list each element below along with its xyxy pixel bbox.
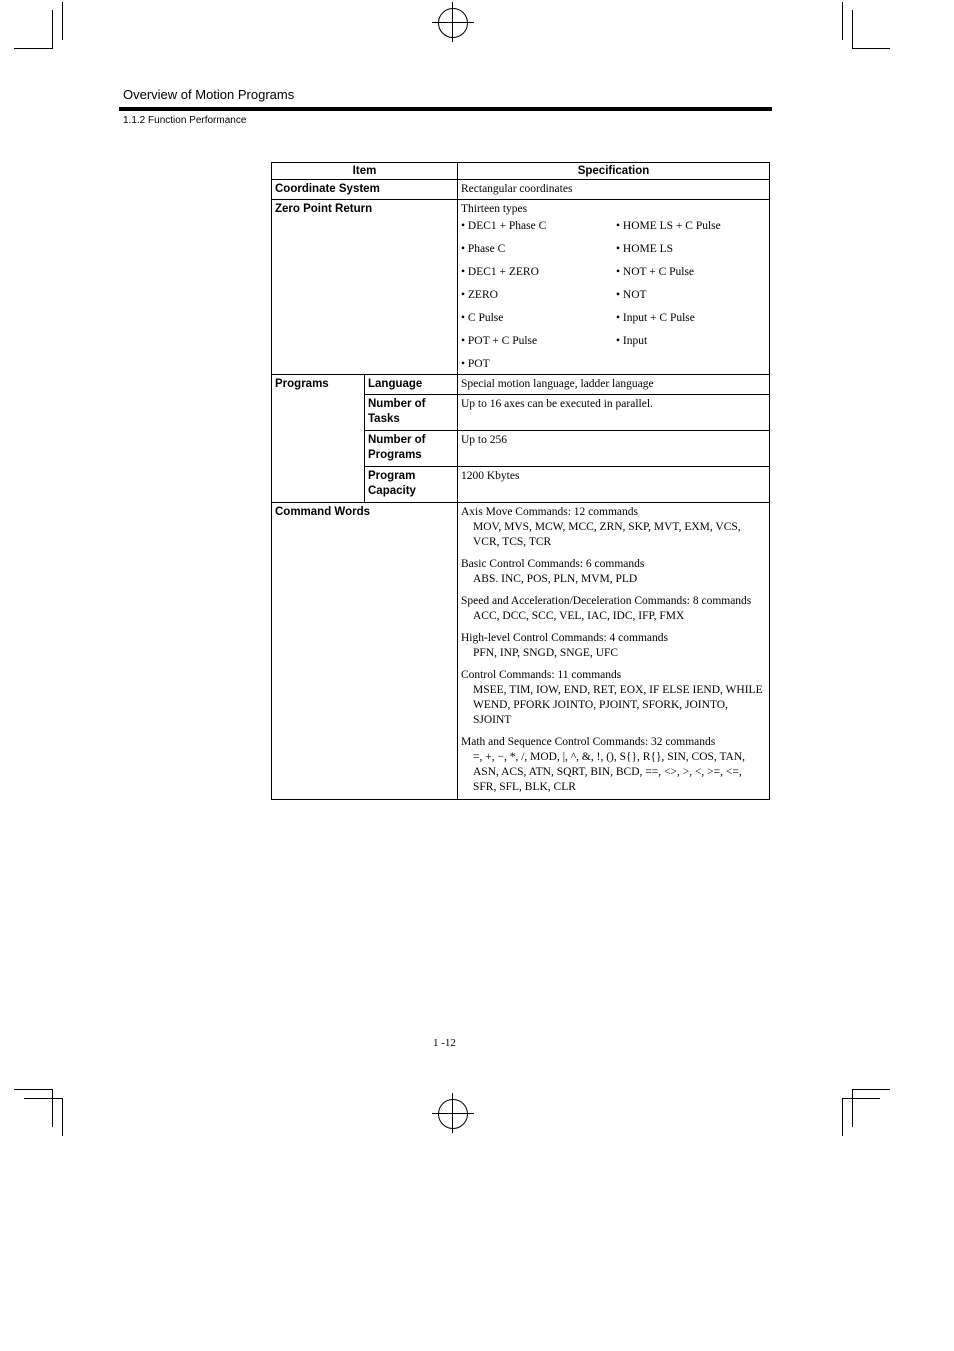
number-of-programs-label: Number of Programs — [365, 431, 458, 467]
command-group-title: Basic Control Commands: 6 commands — [461, 558, 645, 570]
control-commands — [461, 668, 766, 728]
program-capacity-value: 1200 Kbytes — [458, 467, 770, 503]
list-item: • DEC1 + Phase C — [461, 220, 547, 232]
list-item: • C Pulse — [461, 312, 504, 324]
command-group-list: MSEE, TIM, IOW, END, RET, EOX, IF ELSE IEND, WHILE WEND, PFORK JOINTO, PJOINT, SFORK, JOINTO, SJOINT — [473, 684, 763, 726]
table-row — [272, 200, 770, 375]
command-group-title: Axis Move Commands: 12 commands — [461, 506, 638, 518]
table-row — [272, 375, 770, 395]
item-column-header: Item — [272, 163, 458, 180]
command-group-title: Control Commands: 11 commands — [461, 669, 622, 681]
list-item: • Input + C Pulse — [616, 312, 695, 324]
axis-move-commands — [461, 505, 766, 550]
list-item: • NOT + C Pulse — [616, 266, 695, 278]
programs-label: Programs — [272, 375, 365, 503]
command-group-list: PFN, INP, SNGD, SNGE, UFC — [473, 647, 619, 659]
number-of-tasks-label: Number of Tasks — [365, 395, 458, 431]
table-row — [272, 180, 770, 200]
zero-point-return-label: Zero Point Return — [272, 200, 458, 375]
language-value: Special motion language, ladder language — [458, 375, 770, 395]
command-group-title: Speed and Acceleration/Deceleration Commands: 8 commands — [461, 595, 752, 607]
zero-point-return-value — [458, 200, 770, 375]
list-item: • ZERO — [461, 289, 498, 301]
command-group-title: Math and Sequence Control Commands: 32 commands — [461, 736, 716, 748]
number-of-tasks-value: Up to 16 axes can be executed in parallel. — [458, 395, 770, 431]
subsection-title: 1.1.2 Function Performance — [123, 115, 247, 126]
command-group-list: MOV, MVS, MCW, MCC, ZRN, SKP, MVT, EXM, VCS, VCR, TCS, TCR — [473, 521, 741, 548]
language-label: Language — [365, 375, 458, 395]
list-item: • DEC1 + ZERO — [461, 266, 539, 278]
list-item: • Input — [616, 335, 648, 347]
number-of-programs-value: Up to 256 — [458, 431, 770, 467]
section-title: Overview of Motion Programs — [123, 87, 295, 102]
math-sequence-commands — [461, 735, 766, 795]
command-words-value — [458, 503, 770, 800]
command-group-list: ABS. INC, POS, PLN, MVM, PLD — [473, 573, 638, 585]
command-group-list: ACC, DCC, SCC, VEL, IAC, IDC, IFP, FMX — [473, 610, 685, 622]
zero-point-intro: Thirteen types — [461, 203, 528, 215]
command-words-label: Command Words — [272, 503, 458, 800]
command-group-list: =, +, −, *, /, MOD, |, ^, &, !, (), S{}, R{}, SIN, COS, TAN, ASN, ACS, ATN, SQRT, BIN, BCD, ==, <>, >, <, >=, <=, SFR, SFL, BLK, CLR — [473, 751, 746, 793]
list-item: • NOT — [616, 289, 647, 301]
coordinate-system-label: Coordinate System — [272, 180, 458, 200]
table-header-row — [272, 163, 770, 180]
command-group-title: High-level Control Commands: 4 commands — [461, 632, 668, 644]
zero-point-type-list — [461, 219, 766, 372]
list-item: • HOME LS — [616, 243, 674, 255]
program-capacity-label: Program Capacity — [365, 467, 458, 503]
list-item: • POT + C Pulse — [461, 335, 538, 347]
basic-control-commands — [461, 557, 766, 587]
coordinate-system-value: Rectangular coordinates — [458, 180, 770, 200]
list-item: • Phase C — [461, 243, 506, 255]
table-row — [272, 503, 770, 800]
specification-column-header: Specification — [458, 163, 770, 180]
function-performance-table — [271, 162, 770, 800]
list-item: • POT — [461, 358, 490, 370]
speed-acceleration-commands — [461, 594, 766, 624]
header-rule — [119, 107, 772, 111]
page-number: 1 -12 — [433, 1037, 456, 1049]
list-item: • HOME LS + C Pulse — [616, 220, 721, 232]
high-level-control-commands — [461, 631, 766, 661]
